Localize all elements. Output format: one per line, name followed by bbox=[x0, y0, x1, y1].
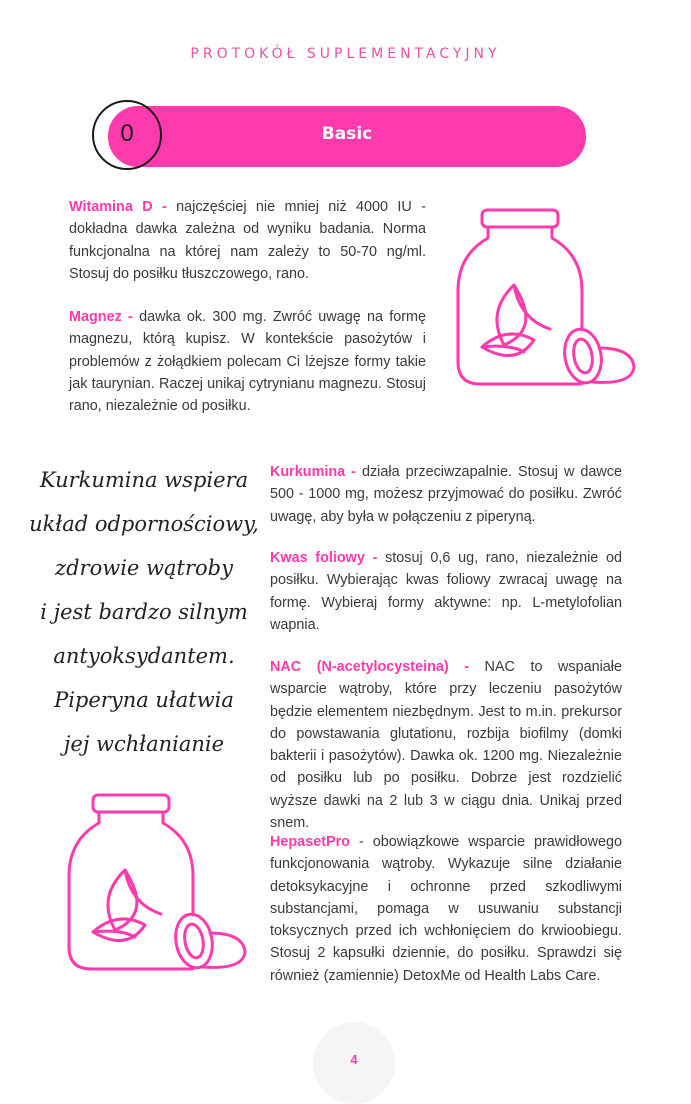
text-nac: NAC to wspaniałe wsparcie wątroby, które przy leczeniu pasożytów będzie elementem niezbędnym. Jest to m.in. prekursor do powstawania glutationu, rozbija biofilmy (domki bakterii i pasożytów). Dawka ok. 1200 mg. Niezależnie od posiłku lub po posiłku. Dobrze jest rozdzielić wyższe dawki na 2 lub 3 w ciągu dnia. Unikaj przed snem. bbox=[270, 659, 622, 832]
section-number: 0 bbox=[120, 120, 134, 147]
quote-line: układ odpornościowy, bbox=[29, 512, 259, 536]
paragraph-curcumin bbox=[270, 461, 622, 528]
paragraph-nac bbox=[270, 656, 622, 834]
term-folic-acid: Kwas foliowy - bbox=[270, 550, 378, 566]
term-vitamin-d: Witamina D - bbox=[69, 199, 167, 215]
quote-line: i jest bardzo silnym bbox=[40, 600, 248, 624]
text-vitamin-d: najczęściej nie mniej niż 4000 IU - dokładna dawka zależna od wyniku badania. Norma funkcjonalna na której nam zależy to 50-70 ng/ml. Stosuj do posiłku tłuszczowego, rano. bbox=[69, 199, 426, 282]
supplement-jar-icon bbox=[452, 207, 642, 392]
quote-line: zdrowie wątroby bbox=[55, 556, 233, 580]
text-magnesium: dawka ok. 300 mg. Zwróć uwagę na formę magnezu, którą kupisz. W kontekście pasożytów i problemów z żołądkiem polecam Ci lżejsze formy takie jak taurynian. Raczej unikaj cytrynianu magnezu. Stosuj rano, niezależnie od posiłku. bbox=[69, 309, 427, 415]
paragraph-hepaset bbox=[270, 831, 622, 987]
paragraph-magnesium bbox=[69, 306, 426, 417]
handwritten-quote bbox=[28, 458, 260, 766]
term-magnesium: Magnez - bbox=[69, 309, 133, 325]
term-curcumin: Kurkumina - bbox=[270, 464, 356, 480]
quote-line: Piperyna ułatwia bbox=[54, 688, 234, 712]
text-folic-acid: stosuj 0,6 ug, rano, niezależnie od posiłku. Wybierając kwas foliowy zwracaj uwagę na formę. Wybieraj formy aktywne: np. L-metylofolian wapnia. bbox=[270, 550, 622, 633]
page-number: 4 bbox=[350, 1052, 358, 1067]
paragraph-folic-acid bbox=[270, 547, 622, 636]
text-curcumin: działa przeciwzapalnie. Stosuj w dawce 500 - 1000 mg, możesz przyjmować do posiłku. Zwróć uwagę, aby była w połączeniu z piperyną. bbox=[270, 464, 622, 525]
term-hepaset: HepasetPro bbox=[270, 834, 350, 850]
quote-line: jej wchłanianie bbox=[63, 732, 225, 756]
supplement-jar-icon bbox=[63, 792, 253, 977]
section-label: Basic bbox=[321, 124, 373, 144]
document-header-title: PROTOKÓŁ SUPLEMENTACYJNY bbox=[190, 46, 501, 62]
paragraph-vitamin-d bbox=[69, 196, 426, 285]
quote-line: Kurkumina wspiera bbox=[39, 468, 249, 492]
quote-line: antyoksydantem. bbox=[53, 644, 235, 668]
text-hepaset: - obowiązkowe wsparcie prawidłowego funkcjonowania wątroby. Wykazuje silne działanie detoksykacyjne i ochronne przed szkodliwymi substancjami, pomaga w usuwaniu substancji toksycznych przed ich wchłonięciem do krwioobiegu. Stosuj 2 kapsułki dziennie, do posiłku. Sprawdzi się również (zamiennie) DetoxMe od Health Labs Care. bbox=[270, 834, 622, 984]
term-nac: NAC (N-acetylocysteina) - bbox=[270, 659, 469, 675]
